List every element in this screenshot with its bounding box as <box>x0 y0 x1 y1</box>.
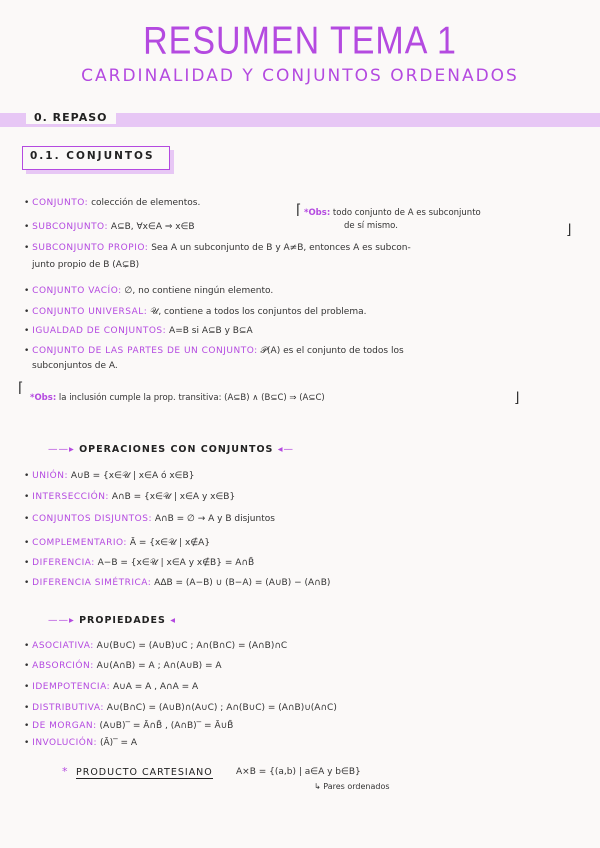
list-item: • DE MORGAN: (A∪B)‾ = Ā∩B̄ , (A∩B)‾ = Ā∪B̄ <box>24 721 234 731</box>
arrow-left-icon: ◂— <box>277 444 294 455</box>
product-heading: PRODUCTO CARTESIANO <box>76 767 213 778</box>
list-item: • CONJUNTO UNIVERSAL: 𝒰, contiene a todos los conjuntos del problema. <box>24 307 367 317</box>
list-item: • ABSORCIÓN: A∪(A∩B) = A ; A∩(A∪B) = A <box>24 661 222 671</box>
obs2-text: la inclusión cumple la prop. transitiva: (A⊆B) ∧ (B⊆C) ⇒ (A⊆C) <box>58 393 325 403</box>
obs2-bracket-open: ⌈ <box>18 380 24 396</box>
list-item: • ASOCIATIVA: A∪(B∪C) = (A∪B)∪C ; A∩(B∩C) = (A∩B)∩C <box>24 641 288 651</box>
obs-note <box>304 208 481 218</box>
list-item: • INTERSECCIÓN: A∩B = {x∈𝒰 | x∈A y x∈B} <box>24 492 236 502</box>
list-item: • SUBCONJUNTO: A⊆B, ∀x∈A ⇒ x∈B <box>24 222 195 232</box>
list-item: • SUBCONJUNTO PROPIO: Sea A un subconjunto de B y A≠B, entonces A es subcon- <box>24 243 411 253</box>
list-item: • CONJUNTO DE LAS PARTES DE UN CONJUNTO: 𝒫(A) es el conjunto de todos los <box>24 346 404 356</box>
obs-bracket-close: ⌋ <box>566 222 572 238</box>
obs2-label: *Obs: <box>30 393 57 403</box>
page-subtitle: CARDINALIDAD Y CONJUNTOS ORDENADOS <box>81 66 519 86</box>
list-item: • DIFERENCIA SIMÉTRICA: AΔB = (A−B) ∪ (B−A) = (A∪B) − (A∩B) <box>24 578 331 588</box>
list-item: • IDEMPOTENCIA: A∪A = A , A∩A = A <box>24 682 199 692</box>
list-item: • COMPLEMENTARIO: Ā = {x∈𝒰 | x∉A} <box>24 538 211 548</box>
product-note: ↳ Pares ordenados <box>314 782 390 791</box>
list-item-continuation: subconjuntos de A. <box>32 361 118 371</box>
list-item: • CONJUNTO VACÍO: ∅, no contiene ningún elemento. <box>24 286 274 296</box>
obs2-bracket-close: ⌋ <box>514 390 520 406</box>
page-title: RESUMEN TEMA 1 <box>143 19 457 63</box>
section-heading: 0. REPASO <box>26 111 116 124</box>
list-item: • UNIÓN: A∪B = {x∈𝒰 | x∈A ó x∈B} <box>24 471 195 481</box>
product-definition: A×B = {(a,b) | a∈A y b∈B} <box>236 767 361 777</box>
arrow-right-icon: ——▸ <box>48 444 75 455</box>
list-item: • INVOLUCIÓN: (Ā)‾ = A <box>24 738 138 748</box>
list-item: • CONJUNTO: colección de elementos. <box>24 198 201 208</box>
properties-heading: ——▸ PROPIEDADES ◂ <box>48 615 176 626</box>
asterisk-icon: * <box>62 765 68 778</box>
list-item: • DISTRIBUTIVA: A∪(B∩C) = (A∪B)∩(A∪C) ; A∩(B∪C) = (A∩B)∪(A∩C) <box>24 703 337 713</box>
operations-heading: ——▸ OPERACIONES CON CONJUNTOS ◂— <box>48 444 294 455</box>
subsection-heading: 0.1. CONJUNTOS <box>30 150 155 162</box>
list-item: • CONJUNTOS DISJUNTOS: A∩B = ∅ → A y B disjuntos <box>24 514 275 524</box>
arrow-left-icon: ◂ <box>170 615 176 626</box>
list-item: • DIFERENCIA: A−B = {x∈𝒰 | x∈A y x∉B} = A∩B̄ <box>24 558 255 568</box>
list-item-continuation: junto propio de B (A⊊B) <box>32 260 140 270</box>
list-item: • IGUALDAD DE CONJUNTOS: A=B si A⊆B y B⊆A <box>24 326 253 336</box>
obs-text-2: de sí mismo. <box>344 221 398 231</box>
obs-label: *Obs: <box>304 208 331 218</box>
obs-bracket-open: ⌈ <box>296 202 302 218</box>
obs-text-1: todo conjunto de A es subconjunto <box>332 208 481 218</box>
obs2-note <box>30 393 325 403</box>
arrow-right-icon: ——▸ <box>48 615 75 626</box>
